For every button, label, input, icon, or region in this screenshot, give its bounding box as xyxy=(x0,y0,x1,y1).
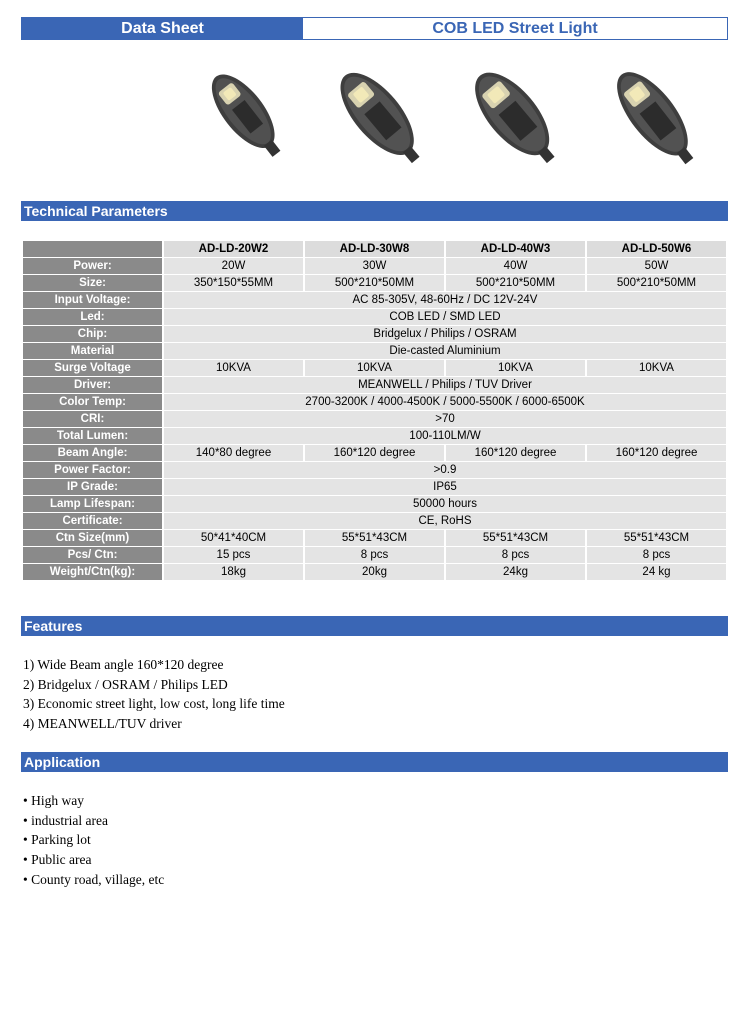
spec-value: 20kg xyxy=(305,564,444,580)
spec-label: Chip: xyxy=(23,326,162,342)
spec-value: IP65 xyxy=(164,479,726,495)
spec-label: Power Factor: xyxy=(23,462,162,478)
table-row xyxy=(23,513,726,529)
table-row xyxy=(23,496,726,512)
features-heading: Features xyxy=(21,616,728,636)
spec-value: 140*80 degree xyxy=(164,445,303,461)
application-list xyxy=(23,791,164,890)
spec-label: Ctn Size(mm) xyxy=(23,530,162,546)
spec-value: 55*51*43CM xyxy=(305,530,444,546)
model-header: AD-LD-50W6 xyxy=(587,241,726,257)
spec-value: 50W xyxy=(587,258,726,274)
table-row xyxy=(23,394,726,410)
spec-value: CE, RoHS xyxy=(164,513,726,529)
spec-value: 8 pcs xyxy=(446,547,585,563)
spec-value: 8 pcs xyxy=(587,547,726,563)
spec-value: 500*210*50MM xyxy=(305,275,444,291)
spec-value: 160*120 degree xyxy=(587,445,726,461)
list-item: • County road, village, etc xyxy=(23,871,165,887)
list-item: • Parking lot xyxy=(23,832,91,848)
spec-value: 30W xyxy=(305,258,444,274)
table-row xyxy=(23,292,726,308)
spec-value: 55*51*43CM xyxy=(446,530,585,546)
table-row xyxy=(23,343,726,359)
model-header: AD-LD-40W3 xyxy=(446,241,585,257)
spec-corner-cell xyxy=(23,241,162,257)
spec-value: 18kg xyxy=(164,564,303,580)
list-item: 4) MEANWELL/TUV driver xyxy=(23,716,182,732)
spec-value: 160*120 degree xyxy=(446,445,585,461)
spec-label: Beam Angle: xyxy=(23,445,162,461)
list-item: 2) Bridgelux / OSRAM / Philips LED xyxy=(23,676,228,692)
spec-label: Led: xyxy=(23,309,162,325)
model-header: AD-LD-20W2 xyxy=(164,241,303,257)
spec-label: Pcs/ Ctn: xyxy=(23,547,162,563)
spec-value: 160*120 degree xyxy=(305,445,444,461)
table-row xyxy=(23,309,726,325)
table-row xyxy=(23,326,726,342)
list-item: • High way xyxy=(23,793,84,808)
table-row xyxy=(23,275,726,291)
spec-label: Certificate: xyxy=(23,513,162,529)
features-list xyxy=(23,655,285,734)
list-item: 3) Economic street light, low cost, long life time xyxy=(23,696,285,712)
spec-label: Weight/Ctn(kg): xyxy=(23,564,162,580)
spec-label: Lamp Lifespan: xyxy=(23,496,162,512)
street-light-40w-icon xyxy=(450,70,580,175)
spec-value: 10KVA xyxy=(587,360,726,376)
list-item: 1) Wide Beam angle 160*120 degree xyxy=(23,657,224,672)
header-left-title: Data Sheet xyxy=(22,18,303,39)
street-light-30w-icon xyxy=(315,70,445,175)
spec-label: Size: xyxy=(23,275,162,291)
spec-value: 10KVA xyxy=(446,360,585,376)
spec-value: 20W xyxy=(164,258,303,274)
datasheet-header xyxy=(21,17,728,40)
spec-value: 24kg xyxy=(446,564,585,580)
spec-value: COB LED / SMD LED xyxy=(164,309,726,325)
spec-value: Die-casted Aluminium xyxy=(164,343,726,359)
spec-value: >0.9 xyxy=(164,462,726,478)
spec-value: Bridgelux / Philips / OSRAM xyxy=(164,326,726,342)
spec-value: >70 xyxy=(164,411,726,427)
spec-value: 15 pcs xyxy=(164,547,303,563)
spec-value: 500*210*50MM xyxy=(446,275,585,291)
street-light-20w-icon xyxy=(185,70,305,170)
spec-label: Surge Voltage xyxy=(23,360,162,376)
table-row xyxy=(23,445,726,461)
application-heading: Application xyxy=(21,752,728,772)
header-product-title: COB LED Street Light xyxy=(303,18,727,39)
table-row xyxy=(23,564,726,580)
spec-label: CRI: xyxy=(23,411,162,427)
spec-value: 40W xyxy=(446,258,585,274)
spec-label: Driver: xyxy=(23,377,162,393)
spec-value: 10KVA xyxy=(305,360,444,376)
table-row xyxy=(23,462,726,478)
table-row xyxy=(23,547,726,563)
table-row xyxy=(23,360,726,376)
list-item: • industrial area xyxy=(23,812,108,828)
spec-label: Total Lumen: xyxy=(23,428,162,444)
table-row xyxy=(23,258,726,274)
spec-value: AC 85-305V, 48-60Hz / DC 12V-24V xyxy=(164,292,726,308)
table-row xyxy=(23,428,726,444)
spec-header-row xyxy=(23,241,726,257)
spec-table xyxy=(21,240,728,581)
spec-label: IP Grade: xyxy=(23,479,162,495)
list-item: • Public area xyxy=(23,852,92,868)
model-header: AD-LD-30W8 xyxy=(305,241,444,257)
technical-parameters-heading: Technical Parameters xyxy=(21,201,728,221)
spec-value: 100-110LM/W xyxy=(164,428,726,444)
spec-value: 50*41*40CM xyxy=(164,530,303,546)
spec-body xyxy=(23,258,726,580)
spec-value: 8 pcs xyxy=(305,547,444,563)
spec-value: 500*210*50MM xyxy=(587,275,726,291)
spec-value: 10KVA xyxy=(164,360,303,376)
table-row xyxy=(23,411,726,427)
spec-label: Input Voltage: xyxy=(23,292,162,308)
table-row xyxy=(23,479,726,495)
spec-value: 350*150*55MM xyxy=(164,275,303,291)
spec-label: Power: xyxy=(23,258,162,274)
spec-value: 50000 hours xyxy=(164,496,726,512)
spec-value: MEANWELL / Philips / TUV Driver xyxy=(164,377,726,393)
table-row xyxy=(23,377,726,393)
street-light-50w-icon xyxy=(590,70,720,175)
spec-value: 55*51*43CM xyxy=(587,530,726,546)
spec-value: 2700-3200K / 4000-4500K / 5000-5500K / 6000-6500K xyxy=(164,394,726,410)
product-images xyxy=(0,70,750,190)
table-row xyxy=(23,530,726,546)
spec-value: 24 kg xyxy=(587,564,726,580)
spec-label: Color Temp: xyxy=(23,394,162,410)
spec-label: Material xyxy=(23,343,162,359)
